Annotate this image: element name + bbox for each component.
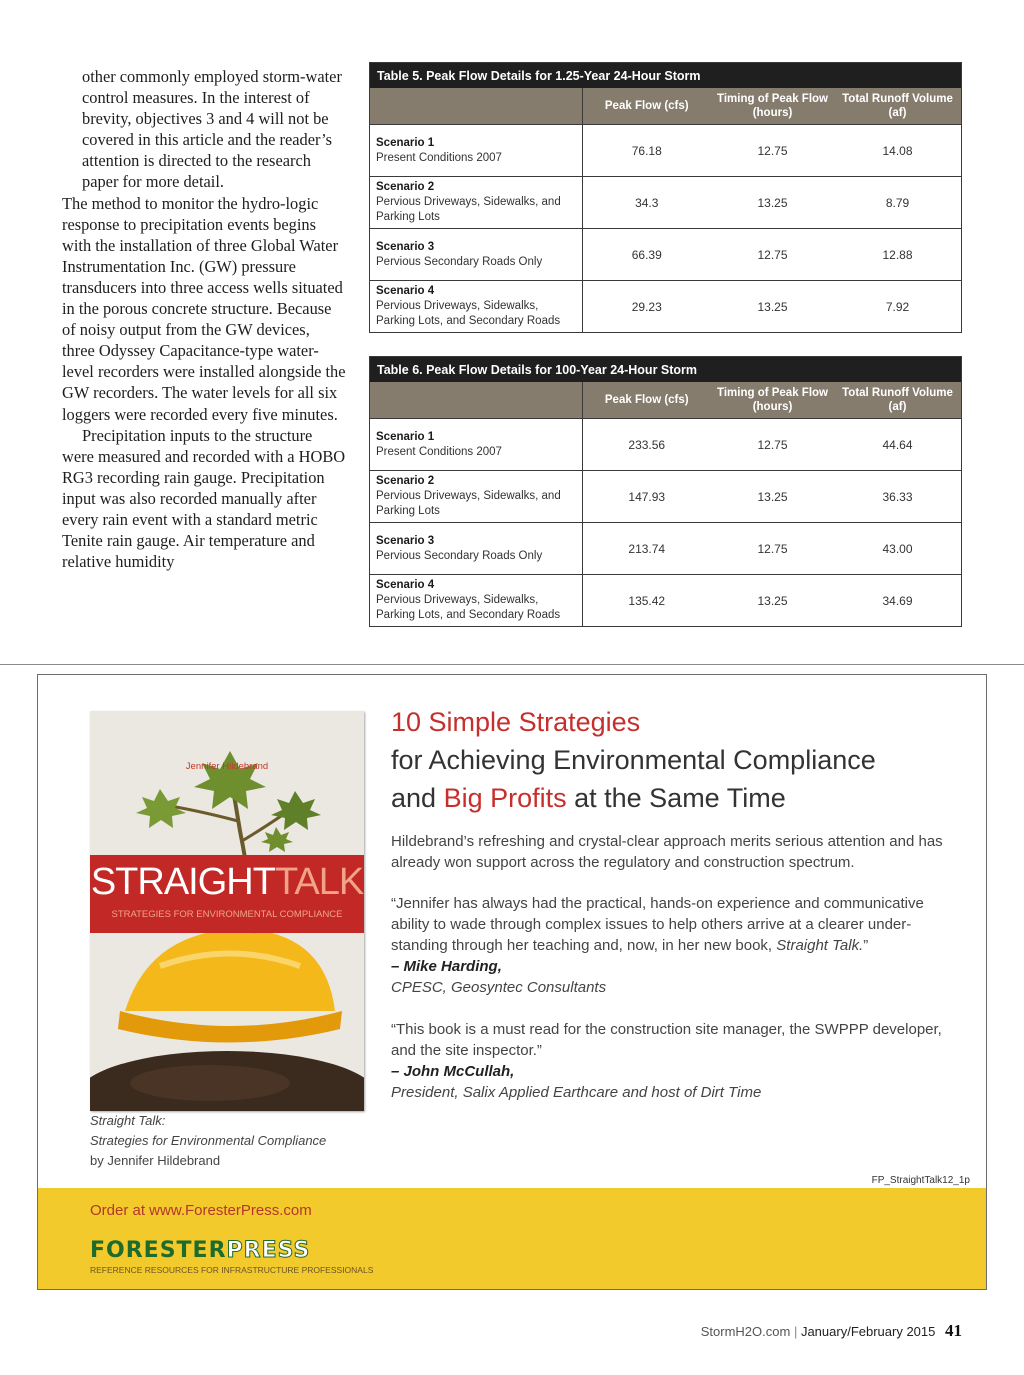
volume-value: 14.08 xyxy=(882,143,913,158)
body-paragraph-3: Precipitation inputs to the structure were measured and recorded with a HOBO RG3 recording rain gauge. Precipitation input was also recorded manually after every rain event with a standard metric Tenite rain gauge. Air temperature and relative humidity xyxy=(62,425,346,572)
section-divider xyxy=(0,664,1024,665)
peak-flow-value: 29.23 xyxy=(582,281,711,333)
caption-author: by Jennifer Hildebrand xyxy=(90,1153,221,1168)
table-5-header-blank xyxy=(370,88,582,125)
cover-title-accent: TALK xyxy=(274,861,364,903)
scenario-cell xyxy=(370,523,582,575)
footer-site: StormH2O.com xyxy=(700,1324,791,1339)
volume-value: 12.88 xyxy=(834,229,961,281)
scenario-cell xyxy=(370,177,582,229)
table-6-title: Table 6. Peak Flow Details for 100-Year 24-Hour Storm xyxy=(370,357,961,382)
page-footer xyxy=(701,1321,962,1341)
scenario-name: Scenario 2 xyxy=(376,475,435,487)
table-row xyxy=(370,471,961,523)
order-band xyxy=(38,1188,986,1289)
volume-value: 44.64 xyxy=(882,437,913,452)
headline-line-3 xyxy=(391,779,961,817)
timing-value: 13.25 xyxy=(711,281,834,333)
timing-value: 13.25 xyxy=(711,177,834,229)
volume-value: 7.92 xyxy=(834,281,961,333)
timing-value: 12.75 xyxy=(757,437,788,452)
scenario-name: Scenario 1 xyxy=(376,430,435,443)
peak-flow-value: 34.3 xyxy=(582,177,711,229)
table-6-header-blank xyxy=(370,382,582,419)
scenario-description: Pervious Driveways, Sidewalks, and Parking Lots xyxy=(376,196,561,223)
footer-date: January/February 2015 xyxy=(800,1324,936,1339)
timing-value: 13.25 xyxy=(711,471,834,523)
quote-2 xyxy=(391,1019,951,1103)
headline-big-profits: Big Profits xyxy=(443,783,567,813)
headline-line-3-pre: and xyxy=(391,783,444,813)
book-cover-image xyxy=(90,711,364,1111)
table-5-header-peak-flow: Peak Flow (cfs) xyxy=(582,88,711,125)
quote-1-role: CPESC, Geosyntec Consultants xyxy=(391,979,607,996)
scenario-cell xyxy=(370,471,582,523)
scenario-name: Scenario 1 xyxy=(376,136,435,149)
cover-title-white: STRAIGHT xyxy=(90,861,275,903)
forester-press-logo xyxy=(90,1240,310,1262)
cover-author: Jennifer Hildebrand xyxy=(185,761,269,772)
scenario-description: Pervious Driveways, Sidewalks, and Parking Lots xyxy=(376,490,561,517)
headline-line-2: for Achieving Environmental Compliance xyxy=(391,745,876,775)
scenario-name: Scenario 4 xyxy=(376,579,435,591)
peak-flow-value: 76.18 xyxy=(631,143,662,158)
scenario-name: Scenario 4 xyxy=(376,285,435,297)
ad-headline xyxy=(391,703,961,817)
scenario-name: Scenario 2 xyxy=(376,181,435,193)
volume-value: 34.69 xyxy=(834,575,961,627)
scenario-description: Pervious Driveways, Sidewalks, Parking Lots, and Secondary Roads xyxy=(376,594,561,621)
quote-1-book-title: Straight Talk. xyxy=(776,937,864,954)
timing-value: 13.25 xyxy=(711,575,834,627)
cover-title-band xyxy=(90,855,364,933)
quote-2-role: President, Salix Applied Earthcare and host of Dirt Time xyxy=(391,1084,762,1101)
body-paragraph-2: The method to monitor the hydro-logic response to precipitation events begins with the installation of three Global Water Instrumentation Inc. (GW) pressure transducers into three access wells situated in the porous concrete structure. Because of noisy output from the GW devices, three Odyssey Capacitance-type water-level recorders were installed alongside the GW recorders. The water levels for all six loggers were recorded every five minutes. xyxy=(62,193,346,424)
quote-1-author: – Mike Harding, xyxy=(391,958,502,975)
table-5 xyxy=(369,62,962,333)
caption-subtitle: Strategies for Environmental Compliance xyxy=(90,1133,327,1148)
ad-code: FP_StraightTalk12_1p xyxy=(871,1175,970,1186)
timing-value: 12.75 xyxy=(711,523,834,575)
scenario-name: Scenario 3 xyxy=(376,534,435,547)
table-6-grid xyxy=(370,382,961,626)
peak-flow-value: 66.39 xyxy=(582,229,711,281)
scenario-description: Pervious Secondary Roads Only xyxy=(376,549,543,562)
table-row xyxy=(370,419,961,471)
quote-1 xyxy=(391,893,951,998)
body-paragraph-1: other commonly employed storm-water control measures. In the interest of brevity, objectives 3 and 4 will not be covered in this article and the reader’s attention is directed to the research paper for more detail. xyxy=(82,67,342,192)
logo-tagline: REFERENCE RESOURCES FOR INFRASTRUCTURE PROFESSIONALS xyxy=(90,1265,374,1275)
quote-2-text: “This book is a must read for the construction site manager, the SWPPP developer, and the site inspector.” xyxy=(391,1021,942,1059)
scenario-cell xyxy=(370,281,582,333)
table-6-header-volume: Total Runoff Volume (af) xyxy=(834,382,961,419)
scenario-cell xyxy=(370,575,582,627)
table-5-header-volume: Total Runoff Volume (af) xyxy=(834,88,961,125)
scenario-cell xyxy=(370,419,582,471)
table-row xyxy=(370,125,961,177)
logo-forester: FORESTER xyxy=(90,1238,227,1263)
peak-flow-value: 213.74 xyxy=(582,523,711,575)
book-advertisement xyxy=(37,674,987,1290)
ad-intro: Hildebrand’s refreshing and crystal-clear approach merits serious attention and has already won support across the regulatory and construction spectrum. xyxy=(391,833,943,871)
scenario-description: Pervious Driveways, Sidewalks, Parking Lots, and Secondary Roads xyxy=(376,300,561,327)
volume-value: 43.00 xyxy=(834,523,961,575)
peak-flow-value: 147.93 xyxy=(582,471,711,523)
page-number: 41 xyxy=(945,1321,962,1340)
peak-flow-value: 135.42 xyxy=(582,575,711,627)
scenario-description: Present Conditions 2007 xyxy=(376,445,502,458)
table-row xyxy=(370,281,961,333)
scenario-cell xyxy=(370,125,582,177)
table-row xyxy=(370,523,961,575)
timing-value: 12.75 xyxy=(711,229,834,281)
cover-subtitle: STRATEGIES FOR ENVIRONMENTAL COMPLIANCE xyxy=(111,909,343,920)
scenario-name: Scenario 3 xyxy=(376,240,435,253)
table-row xyxy=(370,229,961,281)
book-caption xyxy=(90,1111,326,1171)
table-5-title: Table 5. Peak Flow Details for 1.25-Year 24-Hour Storm xyxy=(370,63,961,88)
headline-line-1: 10 Simple Strategies xyxy=(391,707,641,737)
timing-value: 12.75 xyxy=(757,143,788,158)
article-body-text xyxy=(62,66,346,572)
table-6-header-timing: Timing of Peak Flow (hours) xyxy=(711,382,834,419)
table-5-grid xyxy=(370,88,961,332)
volume-value: 36.33 xyxy=(834,471,961,523)
table-5-header-timing: Timing of Peak Flow (hours) xyxy=(711,88,834,125)
peak-flow-value: 233.56 xyxy=(628,437,666,452)
quote-1-close: ” xyxy=(863,937,869,954)
table-row xyxy=(370,575,961,627)
table-6-header-peak-flow: Peak Flow (cfs) xyxy=(582,382,711,419)
quote-2-author: – John McCullah, xyxy=(391,1063,515,1080)
cover-title xyxy=(90,861,364,904)
quote-1-text: “Jennifer has always had the practical, hands-on experience and communicative ability to wade through complex issues to help others arrive at a clearer under-standing through her teaching and, now, in her new book, xyxy=(391,895,924,954)
logo-press: PRESS xyxy=(226,1238,311,1263)
scenario-description: Pervious Secondary Roads Only xyxy=(376,255,543,268)
caption-title: Straight Talk: xyxy=(90,1113,166,1128)
footer-separator: | xyxy=(793,1324,798,1339)
order-link[interactable]: Order at www.ForesterPress.com xyxy=(90,1202,312,1219)
volume-value: 8.79 xyxy=(834,177,961,229)
scenario-cell xyxy=(370,229,582,281)
table-6 xyxy=(369,356,962,627)
headline-line-3-post: at the Same Time xyxy=(566,783,786,813)
table-row xyxy=(370,177,961,229)
scenario-description: Present Conditions 2007 xyxy=(376,151,502,164)
